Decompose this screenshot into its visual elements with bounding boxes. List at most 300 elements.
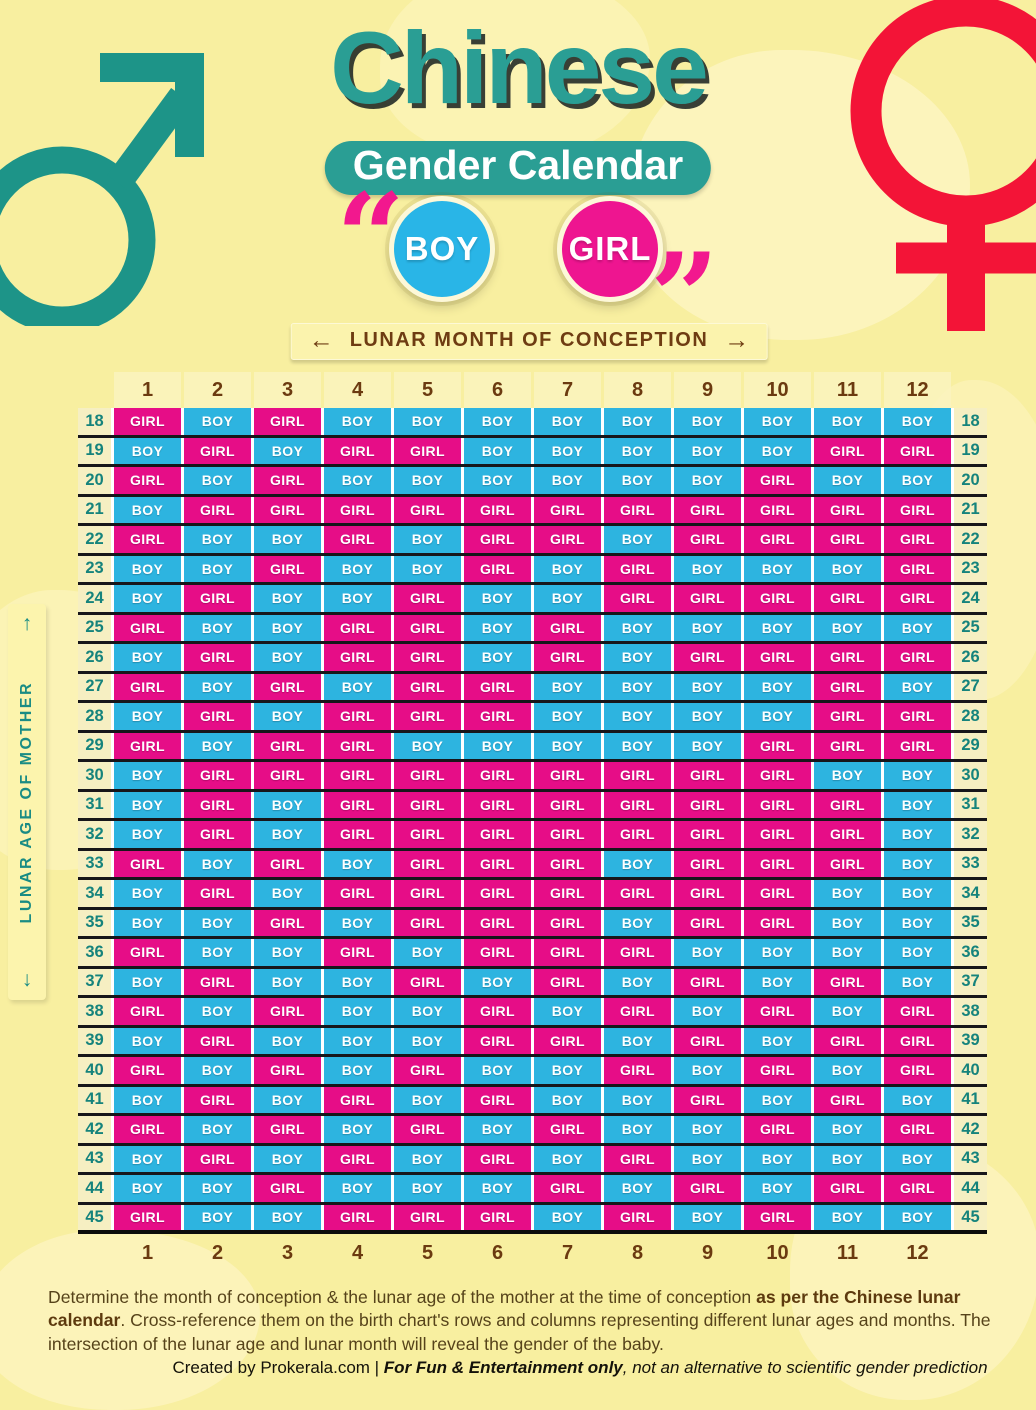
gender-cell: GIRL	[184, 497, 251, 524]
gender-cell: BOY	[744, 1146, 811, 1173]
table-row	[78, 1028, 987, 1058]
gender-cell: GIRL	[674, 821, 741, 848]
gender-cell: GIRL	[534, 615, 601, 642]
age-label: 39	[78, 1028, 111, 1055]
gender-cell: GIRL	[464, 939, 531, 966]
instructions-segment: . Cross-reference them on the birth chart's rows and columns representing different lunar ages and months. The intersection of the lunar age and lunar month will reveal the gender of the baby.	[48, 1310, 991, 1354]
age-label: 34	[78, 880, 111, 907]
gender-cell: GIRL	[114, 467, 181, 494]
gender-cell: GIRL	[324, 821, 391, 848]
age-label: 32	[954, 821, 987, 848]
age-label: 21	[954, 497, 987, 524]
age-label: 45	[78, 1205, 111, 1231]
gender-cell: GIRL	[114, 615, 181, 642]
age-label: 37	[78, 969, 111, 996]
table-row	[78, 674, 987, 704]
gender-cell: BOY	[394, 408, 461, 435]
gender-cell: BOY	[534, 1057, 601, 1084]
age-label: 44	[954, 1175, 987, 1202]
credit-segment: For Fun & Entertainment only	[383, 1358, 623, 1377]
gender-cell: GIRL	[464, 1146, 531, 1173]
table-row	[78, 615, 987, 645]
gender-cell: BOY	[604, 615, 671, 642]
gender-cell: GIRL	[814, 969, 881, 996]
gender-cell: BOY	[814, 615, 881, 642]
gender-cell: GIRL	[324, 1205, 391, 1231]
gender-cell: GIRL	[744, 998, 811, 1025]
gender-cell: BOY	[744, 939, 811, 966]
gender-cell: GIRL	[324, 438, 391, 465]
gender-cell: GIRL	[604, 1146, 671, 1173]
gender-cell: BOY	[884, 880, 951, 907]
gender-cell: BOY	[534, 585, 601, 612]
gender-cell: GIRL	[324, 644, 391, 671]
gender-cell: GIRL	[254, 1057, 321, 1084]
gender-grid	[78, 372, 987, 1268]
gender-cell: BOY	[184, 408, 251, 435]
gender-cell: GIRL	[744, 497, 811, 524]
lunar-age-strip	[8, 604, 46, 1000]
month-label: 2	[184, 372, 251, 408]
age-label: 35	[78, 910, 111, 937]
table-row	[78, 1057, 987, 1087]
age-label: 19	[954, 438, 987, 465]
gender-cell: GIRL	[324, 939, 391, 966]
gender-cell: GIRL	[114, 733, 181, 760]
gender-cell: BOY	[814, 1057, 881, 1084]
months-row	[78, 1234, 987, 1268]
gender-cell: GIRL	[674, 644, 741, 671]
table-row	[78, 644, 987, 674]
age-label: 41	[78, 1087, 111, 1114]
gender-cell: BOY	[674, 438, 741, 465]
gender-cell: BOY	[534, 556, 601, 583]
gender-cell: GIRL	[814, 821, 881, 848]
gender-cell: GIRL	[184, 703, 251, 730]
month-label: 12	[884, 372, 951, 408]
gender-cell: GIRL	[534, 644, 601, 671]
gender-cell: GIRL	[674, 1087, 741, 1114]
gender-cell: BOY	[254, 880, 321, 907]
gender-cell: GIRL	[674, 585, 741, 612]
table-row	[78, 1205, 987, 1235]
gender-cell: BOY	[744, 1028, 811, 1055]
gender-cell: GIRL	[744, 1057, 811, 1084]
gender-cell: GIRL	[324, 615, 391, 642]
gender-cell: GIRL	[814, 792, 881, 819]
open-quote-icon: “	[336, 167, 406, 308]
gender-cell: BOY	[394, 998, 461, 1025]
table-row	[78, 969, 987, 999]
gender-cell: BOY	[184, 1175, 251, 1202]
gender-cell: GIRL	[604, 939, 671, 966]
gender-cell: BOY	[744, 674, 811, 701]
gender-cell: BOY	[814, 910, 881, 937]
gender-cell: GIRL	[394, 821, 461, 848]
gender-cell: BOY	[394, 1087, 461, 1114]
month-label: 10	[766, 1241, 789, 1264]
gender-cell: GIRL	[464, 821, 531, 848]
gender-cell: GIRL	[744, 1116, 811, 1143]
gender-cell: GIRL	[394, 1116, 461, 1143]
age-label: 28	[954, 703, 987, 730]
gender-cell: BOY	[184, 910, 251, 937]
table-row	[78, 733, 987, 763]
month-label: 10	[744, 372, 811, 408]
boy-badge: BOY	[389, 196, 495, 302]
gender-cell: GIRL	[814, 851, 881, 878]
gender-cell: GIRL	[254, 556, 321, 583]
age-label: 37	[954, 969, 987, 996]
gender-cell: GIRL	[464, 880, 531, 907]
gender-cell: BOY	[604, 1116, 671, 1143]
gender-cell: GIRL	[464, 497, 531, 524]
gender-cell: GIRL	[884, 497, 951, 524]
gender-cell: GIRL	[744, 762, 811, 789]
gender-cell: BOY	[744, 1175, 811, 1202]
age-label: 28	[78, 703, 111, 730]
gender-cell: GIRL	[814, 526, 881, 553]
gender-cell: BOY	[254, 644, 321, 671]
gender-cell: BOY	[884, 408, 951, 435]
gender-cell: GIRL	[604, 585, 671, 612]
age-label: 31	[954, 792, 987, 819]
gender-cell: GIRL	[254, 762, 321, 789]
table-row	[78, 526, 987, 556]
age-label: 33	[78, 851, 111, 878]
gender-cell: BOY	[464, 408, 531, 435]
gender-cell: GIRL	[464, 910, 531, 937]
gender-cell: GIRL	[814, 585, 881, 612]
gender-cell: GIRL	[744, 851, 811, 878]
table-row	[78, 762, 987, 792]
gender-badges	[389, 196, 663, 302]
gender-cell: GIRL	[604, 556, 671, 583]
gender-cell: BOY	[884, 762, 951, 789]
gender-cell: GIRL	[394, 497, 461, 524]
gender-cell: BOY	[534, 467, 601, 494]
gender-cell: GIRL	[534, 762, 601, 789]
gender-cell: BOY	[674, 556, 741, 583]
gender-cell: BOY	[394, 1028, 461, 1055]
gender-cell: BOY	[114, 644, 181, 671]
gender-cell: BOY	[394, 526, 461, 553]
table-row	[78, 880, 987, 910]
gender-cell: GIRL	[184, 1028, 251, 1055]
gender-cell: BOY	[114, 703, 181, 730]
gender-cell: BOY	[604, 851, 671, 878]
month-label: 4	[351, 1241, 364, 1264]
gender-cell: GIRL	[534, 851, 601, 878]
gender-cell: BOY	[744, 1087, 811, 1114]
gender-cell: GIRL	[324, 880, 391, 907]
gender-cell: GIRL	[184, 1146, 251, 1173]
gender-cell: BOY	[464, 467, 531, 494]
gender-cell: BOY	[114, 910, 181, 937]
gender-cell: BOY	[744, 969, 811, 996]
gender-cell: GIRL	[394, 615, 461, 642]
gender-cell: BOY	[254, 969, 321, 996]
gender-cell: GIRL	[114, 998, 181, 1025]
table-row	[78, 998, 987, 1028]
month-label: 7	[561, 1241, 574, 1264]
gender-cell: BOY	[254, 526, 321, 553]
gender-cell: BOY	[464, 1175, 531, 1202]
age-label: 22	[954, 526, 987, 553]
gender-cell: BOY	[534, 1087, 601, 1114]
gender-cell: GIRL	[394, 644, 461, 671]
gender-cell: BOY	[674, 733, 741, 760]
gender-cell: GIRL	[184, 821, 251, 848]
age-label: 36	[78, 939, 111, 966]
table-row	[78, 438, 987, 468]
age-label: 25	[954, 615, 987, 642]
gender-cell: GIRL	[464, 556, 531, 583]
gender-cell: BOY	[674, 408, 741, 435]
gender-cell: BOY	[604, 408, 671, 435]
gender-cell: GIRL	[254, 1175, 321, 1202]
gender-cell: BOY	[814, 1146, 881, 1173]
age-label: 42	[78, 1116, 111, 1143]
gender-cell: BOY	[394, 556, 461, 583]
gender-cell: BOY	[114, 1087, 181, 1114]
gender-cell: GIRL	[534, 497, 601, 524]
gender-cell: GIRL	[814, 703, 881, 730]
gender-cell: BOY	[674, 1205, 741, 1231]
gender-cell: BOY	[884, 1087, 951, 1114]
gender-cell: GIRL	[534, 939, 601, 966]
gender-cell: GIRL	[464, 1087, 531, 1114]
gender-cell: BOY	[744, 556, 811, 583]
gender-cell: BOY	[814, 556, 881, 583]
gender-cell: BOY	[814, 762, 881, 789]
gender-cell: BOY	[884, 939, 951, 966]
gender-cell: GIRL	[884, 1057, 951, 1084]
age-label: 27	[954, 674, 987, 701]
gender-cell: BOY	[324, 674, 391, 701]
gender-cell: GIRL	[394, 585, 461, 612]
gender-cell: GIRL	[534, 880, 601, 907]
age-label: 42	[954, 1116, 987, 1143]
gender-cell: GIRL	[674, 851, 741, 878]
gender-cell: BOY	[394, 1175, 461, 1202]
gender-cell: BOY	[184, 674, 251, 701]
month-label: 1	[141, 1241, 154, 1264]
gender-cell: BOY	[184, 556, 251, 583]
gender-cell: BOY	[884, 674, 951, 701]
gender-cell: BOY	[674, 1116, 741, 1143]
gender-cell: GIRL	[534, 969, 601, 996]
gender-cell: BOY	[114, 556, 181, 583]
right-arrow-icon: →	[724, 326, 750, 354]
gender-cell: BOY	[534, 733, 601, 760]
page-title: Chinese	[330, 11, 706, 125]
gender-cell: GIRL	[254, 910, 321, 937]
month-label: 9	[701, 1241, 714, 1264]
gender-cell: GIRL	[884, 733, 951, 760]
gender-cell: GIRL	[464, 526, 531, 553]
gender-cell: BOY	[464, 615, 531, 642]
age-label: 23	[954, 556, 987, 583]
lunar-month-banner-label: LUNAR MONTH OF CONCEPTION	[349, 329, 709, 351]
table-row	[78, 585, 987, 615]
gender-cell: GIRL	[114, 939, 181, 966]
credit-segment: Created by Prokerala.com |	[172, 1358, 384, 1377]
gender-cell: GIRL	[394, 851, 461, 878]
gender-cell: GIRL	[114, 408, 181, 435]
gender-cell: GIRL	[884, 998, 951, 1025]
age-label: 31	[78, 792, 111, 819]
gender-cell: GIRL	[254, 497, 321, 524]
gender-cell: BOY	[674, 674, 741, 701]
gender-cell: BOY	[884, 615, 951, 642]
gender-cell: GIRL	[114, 526, 181, 553]
gender-cell: BOY	[464, 585, 531, 612]
gender-cell: GIRL	[324, 733, 391, 760]
gender-cell: BOY	[884, 969, 951, 996]
gender-cell: BOY	[604, 703, 671, 730]
gender-cell: GIRL	[464, 998, 531, 1025]
gender-cell: GIRL	[884, 1116, 951, 1143]
gender-cell: GIRL	[744, 526, 811, 553]
gender-cell: GIRL	[744, 910, 811, 937]
gender-cell: GIRL	[184, 969, 251, 996]
gender-cell: BOY	[324, 1057, 391, 1084]
month-label: 5	[421, 1241, 434, 1264]
gender-cell: BOY	[394, 733, 461, 760]
lunar-age-strip-label: LUNAR AGE OF MOTHER	[18, 680, 35, 924]
gender-cell: BOY	[534, 703, 601, 730]
gender-cell: GIRL	[464, 851, 531, 878]
gender-cell: GIRL	[184, 880, 251, 907]
age-label: 29	[78, 733, 111, 760]
gender-cell: GIRL	[674, 1028, 741, 1055]
down-arrow-icon: ↓	[21, 967, 33, 991]
gender-cell: BOY	[814, 408, 881, 435]
gender-cell: GIRL	[324, 1087, 391, 1114]
gender-cell: GIRL	[884, 585, 951, 612]
gender-cell: BOY	[814, 1116, 881, 1143]
gender-cell: GIRL	[464, 792, 531, 819]
gender-cell: GIRL	[394, 910, 461, 937]
gender-cell: GIRL	[184, 438, 251, 465]
gender-cell: GIRL	[464, 1028, 531, 1055]
credit-segment: , not an alternative to scientific gender prediction	[622, 1358, 988, 1377]
gender-cell: BOY	[604, 1175, 671, 1202]
gender-cell: BOY	[744, 703, 811, 730]
gender-cell: BOY	[744, 408, 811, 435]
age-label: 20	[78, 467, 111, 494]
gender-cell: BOY	[184, 526, 251, 553]
gender-cell: BOY	[254, 585, 321, 612]
gender-cell: BOY	[884, 467, 951, 494]
age-label: 19	[78, 438, 111, 465]
gender-cell: GIRL	[464, 762, 531, 789]
gender-cell: BOY	[534, 408, 601, 435]
gender-cell: GIRL	[254, 408, 321, 435]
gender-cell: BOY	[604, 674, 671, 701]
gender-cell: GIRL	[674, 880, 741, 907]
girl-badge: GIRL	[557, 196, 663, 302]
gender-cell: GIRL	[394, 1057, 461, 1084]
age-label: 23	[78, 556, 111, 583]
close-quote-icon: ”	[650, 227, 720, 368]
age-label: 32	[78, 821, 111, 848]
age-label: 34	[954, 880, 987, 907]
gender-cell: BOY	[254, 792, 321, 819]
gender-cell: GIRL	[114, 674, 181, 701]
month-label: 8	[631, 1241, 644, 1264]
gender-cell: BOY	[884, 851, 951, 878]
credit-line	[150, 1358, 1010, 1378]
gender-cell: BOY	[604, 644, 671, 671]
corner	[954, 372, 987, 408]
gender-cell: BOY	[604, 467, 671, 494]
corner	[954, 1238, 987, 1268]
gender-cell: BOY	[114, 969, 181, 996]
gender-cell: GIRL	[884, 556, 951, 583]
gender-cell: BOY	[114, 585, 181, 612]
gender-cell: BOY	[814, 880, 881, 907]
gender-cell: BOY	[254, 1087, 321, 1114]
corner	[78, 1238, 111, 1268]
gender-cell: GIRL	[674, 792, 741, 819]
gender-cell: BOY	[324, 1116, 391, 1143]
gender-cell: BOY	[744, 615, 811, 642]
age-label: 30	[954, 762, 987, 789]
gender-cell: GIRL	[114, 1205, 181, 1231]
gender-cell: GIRL	[604, 497, 671, 524]
gender-cell: GIRL	[464, 703, 531, 730]
table-row	[78, 851, 987, 881]
gender-cell: GIRL	[674, 910, 741, 937]
gender-cell: GIRL	[394, 792, 461, 819]
gender-cell: GIRL	[534, 1116, 601, 1143]
gender-cell: GIRL	[814, 644, 881, 671]
gender-cell: GIRL	[324, 497, 391, 524]
gender-cell: GIRL	[534, 910, 601, 937]
gender-cell: GIRL	[884, 644, 951, 671]
month-label: 1	[114, 372, 181, 408]
gender-cell: GIRL	[324, 762, 391, 789]
gender-cell: BOY	[184, 851, 251, 878]
gender-cell: BOY	[884, 910, 951, 937]
gender-cell: GIRL	[324, 1146, 391, 1173]
gender-cell: BOY	[464, 969, 531, 996]
gender-cell: GIRL	[744, 821, 811, 848]
age-label: 43	[78, 1146, 111, 1173]
age-label: 44	[78, 1175, 111, 1202]
gender-cell: BOY	[814, 467, 881, 494]
gender-cell: BOY	[464, 1116, 531, 1143]
gender-cell: BOY	[254, 1146, 321, 1173]
gender-cell: GIRL	[184, 644, 251, 671]
gender-cell: BOY	[324, 1175, 391, 1202]
gender-cell: BOY	[324, 556, 391, 583]
gender-cell: BOY	[114, 438, 181, 465]
gender-cell: GIRL	[254, 998, 321, 1025]
gender-cell: BOY	[114, 762, 181, 789]
month-label: 7	[534, 372, 601, 408]
gender-cell: GIRL	[394, 438, 461, 465]
gender-cell: BOY	[534, 1146, 601, 1173]
gender-cell: BOY	[254, 703, 321, 730]
age-label: 33	[954, 851, 987, 878]
gender-cell: GIRL	[114, 1116, 181, 1143]
months-row	[78, 372, 987, 408]
gender-cell: GIRL	[534, 526, 601, 553]
gender-cell: BOY	[394, 1146, 461, 1173]
